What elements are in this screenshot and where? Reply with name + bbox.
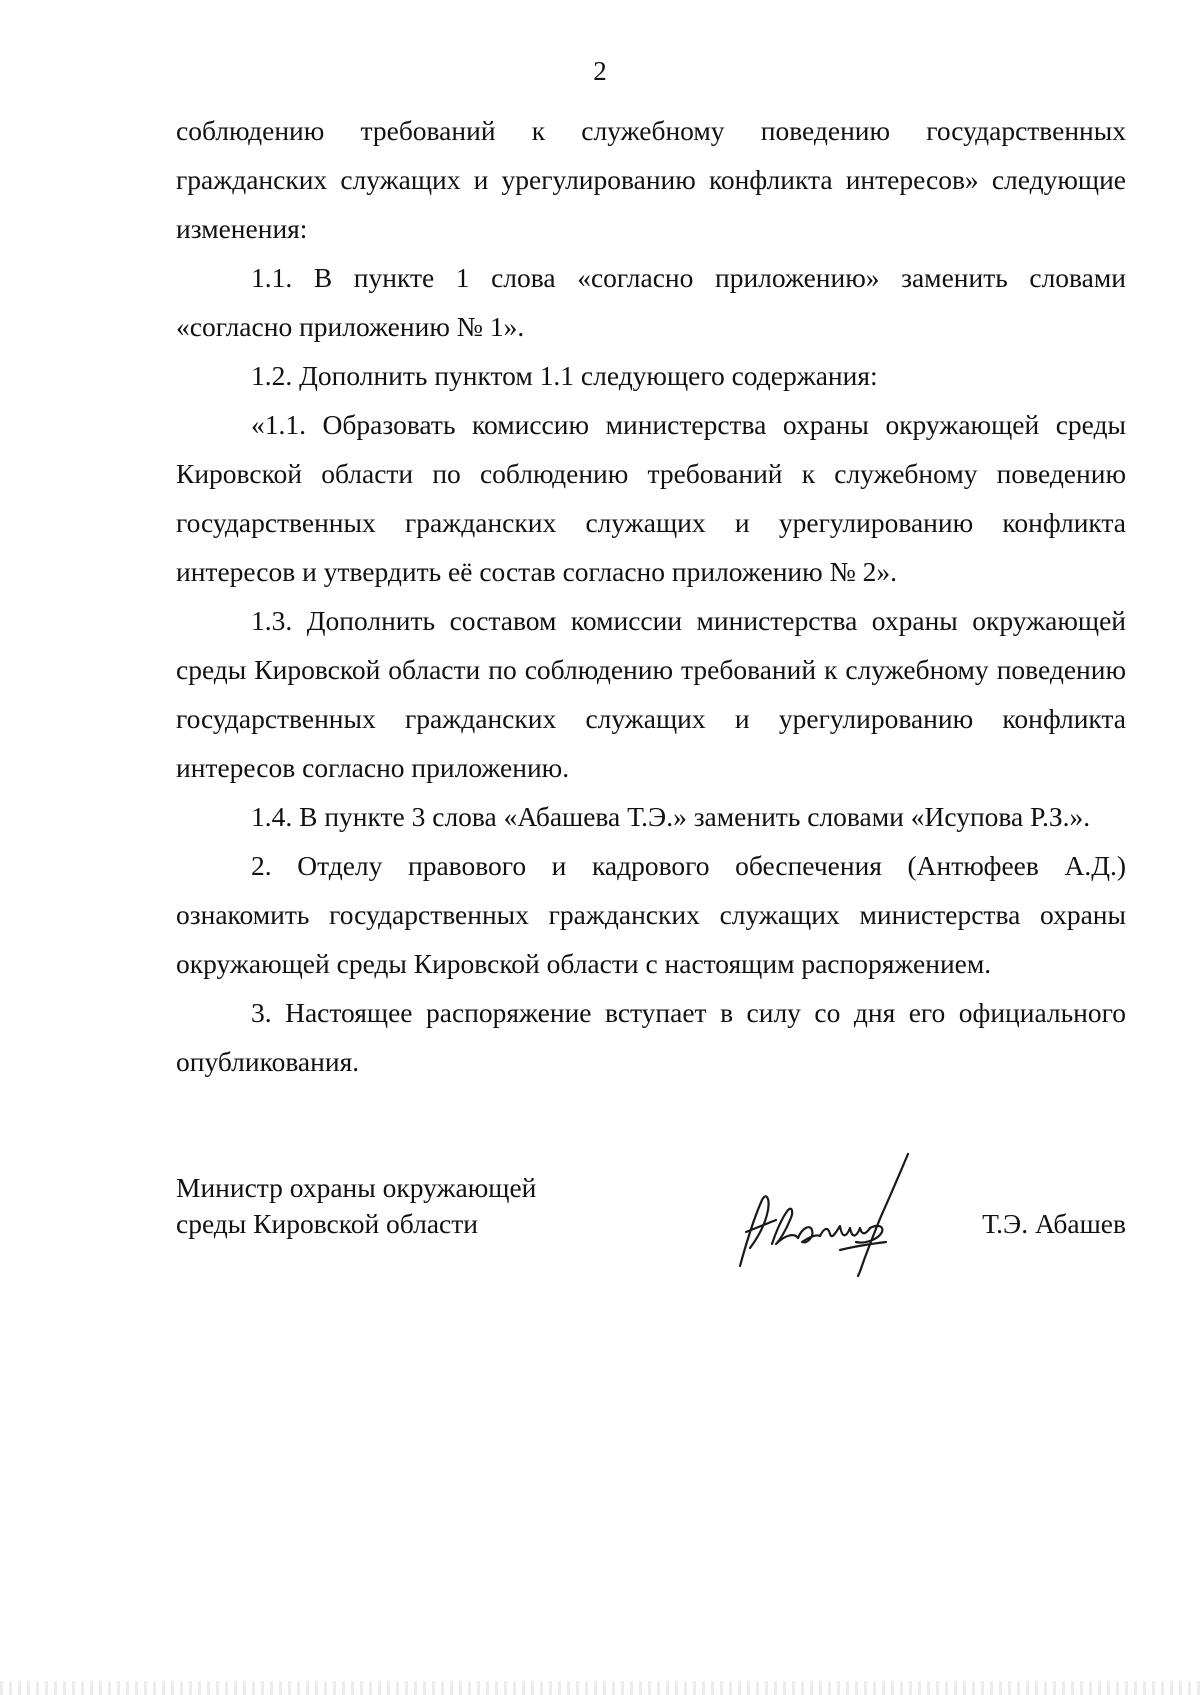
signatory-title xyxy=(176,1170,536,1242)
paragraph-item-2: 2. Отделу правового и кадрового обеспечения (Антюфеев А.Д.) ознакомить государственных гражданских служащих министерства охраны окружающей среды Кировской области с настоящим распоряжением. xyxy=(176,850,1126,979)
document-body xyxy=(176,106,1126,1086)
paragraph-item-1-4: 1.4. В пункте 3 слова «Абашева Т.Э.» заменить словами «Исупова Р.З.». xyxy=(251,801,1091,832)
paragraph-intro-continuation: соблюдению требований к служебному поведению государственных гражданских служащих и урегулированию конфликта интересов» следующие изменения: xyxy=(176,115,1126,244)
paragraph-item-1-3: 1.3. Дополнить составом комиссии министерства охраны окружающей среды Кировской области по соблюдению требований к служебному поведению государственных гражданских служащих и урегулированию конфликта интересов согласно приложению. xyxy=(176,605,1126,783)
signature-block xyxy=(176,1170,1126,1300)
paragraph-item-3: 3. Настоящее распоряжение вступает в силу со дня его официального опубликования. xyxy=(176,997,1126,1077)
paragraph-item-1-1: 1.1. В пункте 1 слова «согласно приложению» заменить словами «согласно приложению № 1». xyxy=(176,262,1126,342)
paragraph-item-1-2-quote: «1.1. Образовать комиссию министерства охраны окружающей среды Кировской области по соблюдению требований к служебному поведению государственных гражданских служащих и урегулированию конфликта интересов и утвердить её состав согласно приложению № 2». xyxy=(176,409,1126,587)
signatory-title-line-1: Министр охраны окружающей xyxy=(176,1172,537,1203)
paragraph-item-1-2: 1.2. Дополнить пунктом 1.1 следующего содержания: xyxy=(251,360,878,391)
signatory-title-line-2: среды Кировской области xyxy=(176,1208,478,1239)
handwritten-signature xyxy=(732,1148,922,1278)
signatory-name: Т.Э. Абашев xyxy=(982,1208,1126,1239)
scan-edge-artifact xyxy=(0,1681,1200,1695)
page-number: 2 xyxy=(593,56,607,86)
